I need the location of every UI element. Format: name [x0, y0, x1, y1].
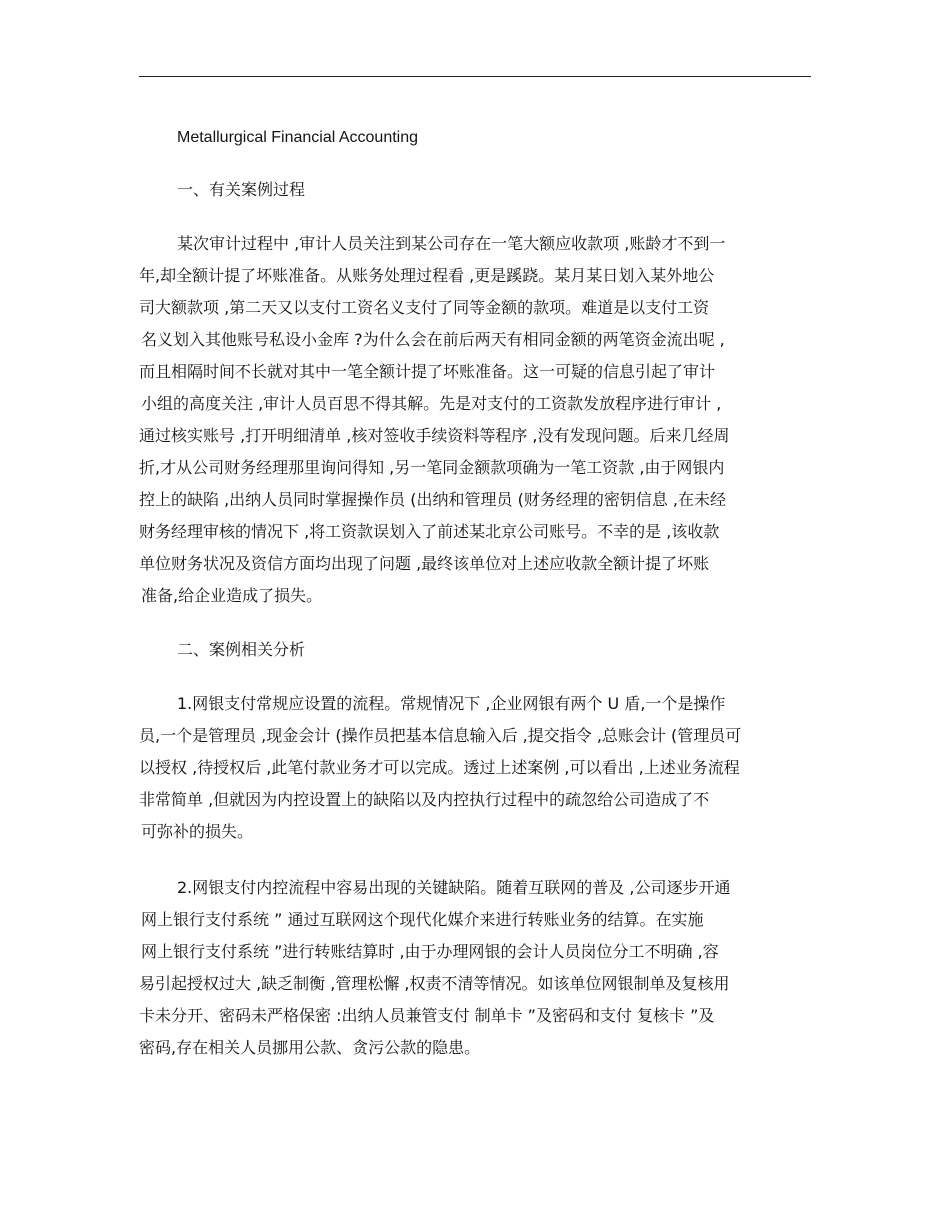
paragraph-line: 易引起授权过大 ,缺乏制衡 ,管理松懈 ,权责不清等情况。如该单位网银制单及复核用	[139, 974, 730, 993]
section-heading-2: 二、案例相关分析	[177, 640, 306, 659]
paragraph-line: 可弥补的损失。	[141, 822, 254, 841]
paragraph-line: 网上银行支付系统 ”进行转账结算时 ,由于办理网银的会计人员岗位分工不明确 ,容	[141, 942, 719, 961]
paragraph-line: 非常简单 ,但就因为内控设置上的缺陷以及内控执行过程中的疏忽给公司造成了不	[139, 790, 710, 809]
paragraph-line: 通过核实账号 ,打开明细清单 ,核对签收手续资料等程序 ,没有发现问题。后来几经周	[139, 426, 730, 445]
paragraph-line: 年,却全额计提了坏账准备。从账务处理过程看 ,更是蹊跷。某月某日划入某外地公	[139, 266, 715, 285]
paragraph-line: 控上的缺陷 ,出纳人员同时掌握操作员 (出纳和管理员 (财务经理的密钥信息 ,在未经	[139, 490, 727, 509]
paragraph-line: 员,一个是管理员 ,现金会计 (操作员把基本信息输入后 ,提交指令 ,总账会计 (管理员可	[139, 726, 742, 745]
paragraph-standard-process	[139, 688, 811, 848]
paragraph-line: 1.网银支付常规应设置的流程。常规情况下 ,企业网银有两个 U 盾,一个是操作	[177, 694, 726, 713]
paragraph-line: 卡未分开、密码未严格保密 :出纳人员兼管支付 制单卡 ”及密码和支付 复核卡 ”及	[139, 1006, 715, 1025]
paragraph-line: 密码,存在相关人员挪用公款、贪污公款的隐患。	[139, 1038, 481, 1057]
paragraph-line: 单位财务状况及资信方面均出现了问题 ,最终该单位对上述应收款全额计提了坏账	[139, 554, 710, 573]
document-title: Metallurgical Financial Accounting	[177, 129, 419, 146]
paragraph-line: 名义划入其他账号私设小金库 ?为什么会在前后两天有相同金额的两笔资金流出呢 ,	[141, 330, 725, 349]
document-body	[139, 124, 811, 1088]
paragraph-line: 司大额款项 ,第二天又以支付工资名义支付了同等金额的款项。难道是以支付工资	[139, 298, 710, 317]
paragraph-line: 而且相隔时间不长就对其中一笔全额计提了坏账准备。这一可疑的信息引起了审计	[139, 362, 716, 381]
header-rule	[139, 76, 811, 77]
paragraph-line: 折,才从公司财务经理那里询问得知 ,另一笔同金额款项确为一笔工资款 ,由于网银内	[139, 458, 725, 477]
paragraph-line: 财务经理审核的情况下 ,将工资款误划入了前述某北京公司账号。不幸的是 ,该收款	[139, 522, 720, 541]
paragraph-line: 网上银行支付系统 ” 通过互联网这个现代化媒介来进行转账业务的结算。在实施	[141, 910, 704, 929]
paragraph-key-defects	[139, 872, 811, 1064]
section-heading-1: 一、有关案例过程	[177, 180, 306, 199]
paragraph-line: 2.网银支付内控流程中容易出现的关键缺陷。随着互联网的普及 ,公司逐步开通	[177, 878, 731, 897]
paragraph-line: 准备,给企业造成了损失。	[141, 586, 323, 605]
paragraph-line: 某次审计过程中 ,审计人员关注到某公司存在一笔大额应收款项 ,账龄才不到一	[177, 234, 726, 253]
paragraph-line: 小组的高度关注 ,审计人员百思不得其解。先是对支付的工资款发放程序进行审计 ,	[141, 394, 722, 413]
paragraph-case-process	[139, 228, 811, 612]
paragraph-line: 以授权 ,待授权后 ,此笔付款业务才可以完成。透过上述案例 ,可以看出 ,上述业务流程	[139, 758, 740, 777]
